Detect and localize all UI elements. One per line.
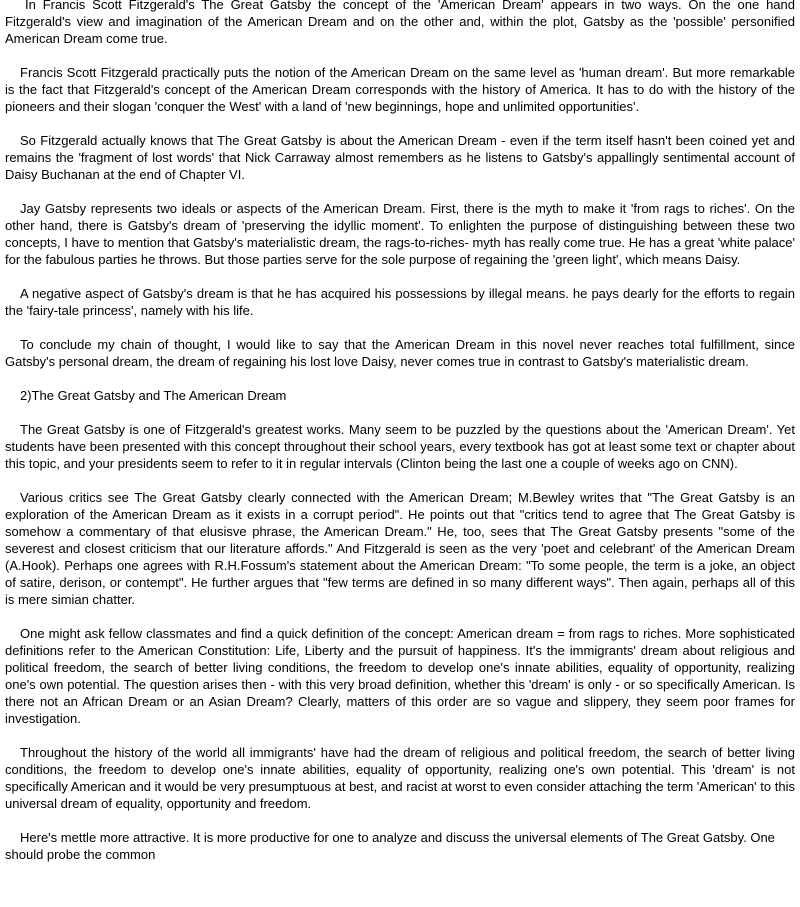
paragraph-two-ideals: Jay Gatsby represents two ideals or aspects of the American Dream. First, there is the myth to make it 'from rags to riches'. On the other hand, there is Gatsby's dream of 'preserving the idyllic moment'. To enlighten the purpose of distinguishing between these two concepts, I have to mention that Gatsby's materialistic dream, the rags-to-riches- myth has really come true. He has a great 'white palace' for the fabulous parties he throws. But those parties serve for the sole purpose of regaining the 'green light', which means Daisy. bbox=[5, 201, 795, 267]
paragraph-negative-aspect: A negative aspect of Gatsby's dream is that he has acquired his possessions by illegal means. he pays dearly for the efforts to regain the 'fairy-tale princess', namely with his life. bbox=[5, 286, 795, 318]
paragraph-intro: In Francis Scott Fitzgerald's The Great Gatsby the concept of the 'American Dream' appears in two ways. On the one hand Fitzgerald's view and imagination of the American Dream and on the other and, within the plot, Gatsby as the 'possible' personified American Dream come true. bbox=[5, 0, 795, 46]
paragraph-human-dream: Francis Scott Fitzgerald practically puts the notion of the American Dream on the same level as 'human dream'. But more remarkable is the fact that Fitzgerald's concept of the American Dream corresponds with the history of America. It has to do with the history of the pioneers and their slogan 'conquer the West' with a land of 'new beginnings, hope and unlimited opportunities'. bbox=[5, 65, 795, 114]
paragraph-immigrants: Throughout the history of the world all immigrants' have had the dream of religious and political freedom, the search of better living conditions, the freedom to develop one's innate abilities, equality of opportunity, realizing one's own potential. This 'dream' is not specifically American and it would be very presumptuous at best, and racist at worst to even consider attaching the term 'American' to this universal dream of equality, opportunity and freedom. bbox=[5, 745, 795, 811]
paragraph-definition: One might ask fellow classmates and find a quick definition of the concept: American dream = from rags to riches. More sophisticated definitions refer to the American Constitution: Life, Liberty and the pursuit of happiness. It's the immigrants' dream about religious and political freedom, the search of better living conditions, the freedom to develop one's innate abilities, equality of opportunity, realizing one's own potential. The question arises then - with this very broad definition, whether this 'dream' is only - or so specifically American. Is there not an African Dream or an Asian Dream? Clearly, matters of this order are so vague and slippery, they seem poor frames for investigation. bbox=[5, 626, 795, 726]
essay-document bbox=[5, 0, 795, 863]
paragraph-fragment-of-lost-words: So Fitzgerald actually knows that The Great Gatsby is about the American Dream - even if the term itself hasn't been coined yet and remains the 'fragment of lost words' that Nick Carraway almost remembers as he listens to Gatsby's appallingly sentimental account of Daisy Buchanan at the end of Chapter VI. bbox=[5, 133, 795, 182]
paragraph-critics: Various critics see The Great Gatsby clearly connected with the American Dream; M.Bewley writes that "The Great Gatsby is an exploration of the American Dream as it exists in a corrupt period". He points out that "critics tend to agree that The Great Gatsby is somehow a commentary of that elusisve phrase, the American Dream." He, too, sees that The Great Gatsby presents "some of the severest and closest criticism that our literature affords." And Fitzgerald is seen as the very 'poet and celebrant' of the American Dream (A.Hook). Perhaps one agrees with R.H.Fossum's statement about the American Dream: "To some people, the term is a joke, an object of satire, derison, or contempt". He further argues that "few terms are defined in so many different ways". Then again, perhaps all of this is mere simian chatter. bbox=[5, 490, 795, 607]
paragraph-conclusion: To conclude my chain of thought, I would like to say that the American Dream in this novel never reaches total fulfillment, since Gatsby's personal dream, the dream of regaining his lost love Daisy, never comes true in contrast to Gatsby's materialistic dream. bbox=[5, 337, 795, 369]
paragraph-greatest-works: The Great Gatsby is one of Fitzgerald's greatest works. Many seem to be puzzled by the questions about the 'American Dream'. Yet students have been presented with this concept throughout their school years, every textbook has got at least some text or chapter about this topic, and your presidents seem to refer to it in regular intervals (Clinton being the last one a couple of weeks ago on CNN). bbox=[5, 422, 795, 471]
section-heading: 2)The Great Gatsby and The American Dream bbox=[20, 388, 287, 403]
paragraph-mettle: Here's mettle more attractive. It is more productive for one to analyze and discuss the universal elements of The Great Gatsby. One should probe the common bbox=[5, 830, 775, 862]
